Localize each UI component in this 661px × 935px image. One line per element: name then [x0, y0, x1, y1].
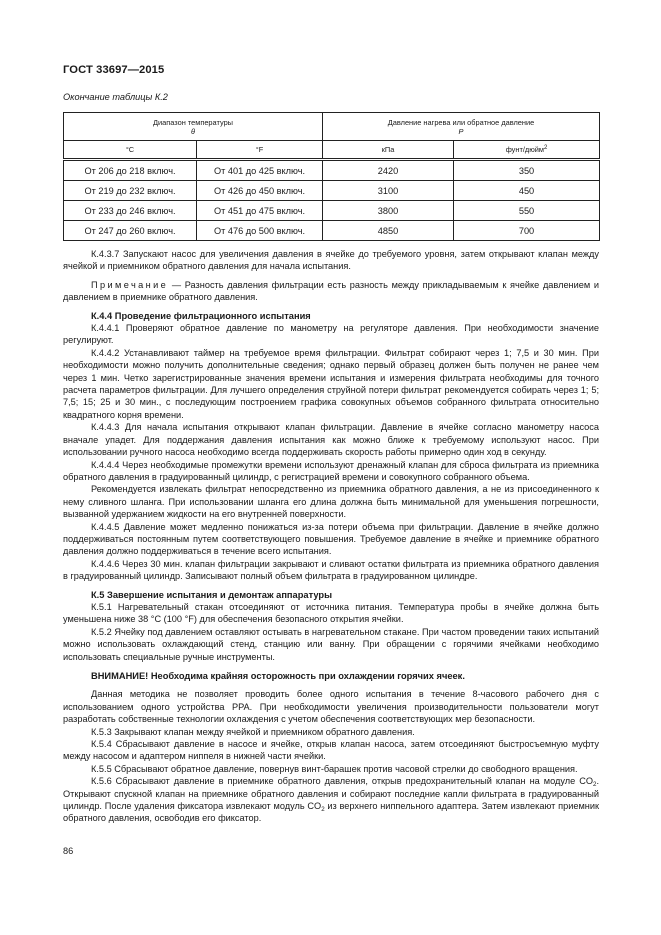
header-kpa: кПа: [323, 141, 454, 160]
table-caption: Окончание таблицы К.2: [63, 92, 168, 102]
document-title: ГОСТ 33697—2015: [63, 64, 165, 76]
cell-psi: 700: [454, 221, 600, 241]
document-body: [63, 248, 599, 825]
paragraph-k437: К.4.3.7 Запускают насос для увеличения давления в ячейке до требуемого уровня, затем открывают клапан между ячейкой и приемником обратного давления для начала испытания.: [63, 249, 599, 272]
subscript: 2: [592, 781, 597, 789]
cell-kpa: 2420: [323, 160, 454, 181]
text-segment: . Открывают спускной клапан на приемнике обратного давления и собирают последние капли фильтрата в градуированный цилиндр. После удаления фиксатора извлекают модуль CO: [63, 776, 599, 812]
cell-celsius: От 247 до 260 включ.: [64, 221, 197, 241]
header-pressure: [323, 113, 600, 141]
cell-celsius: От 233 до 246 включ.: [64, 201, 197, 221]
paragraph-k446: К.4.4.6 Через 30 мин. клапан фильтрации закрывают и сливают остатки фильтрата из приемника обратного давления в градуированный цилиндр. Записывают полный объем фильтрата в градуированном цилиндре.: [63, 558, 599, 582]
paragraph-k441: К.4.4.1 Проверяют обратное давление по манометру на регуляторе давления. При необходимости значение регулируют.: [63, 323, 599, 346]
warning-heading: ВНИМАНИЕ! Необходима крайняя осторожность при охлаждении горячих ячеек.: [91, 671, 465, 681]
superscript: 2: [543, 145, 548, 151]
paragraph-k442: К.4.4.2 Устанавливают таймер на требуемое время фильтрации. Фильтрат собирают через 1; 7,5 и 30 мин. При необходимости можно получить дополнительные сведения; однако первый образец должен быть получен не ранее чем через 1 мин. Четко зарегистрированные значения времени испытания и измерения фильтрата необходимы для точного расчета параметров фильтрации. Для лучшего определения струйной потери фильтрат рекомендуется собирать через 1; 5; 7,5; 15; 25 и 30 мин., с последующим построением графика совокупных объемов собранного фильтрата относительно квадратного корня времени.: [63, 347, 599, 420]
header-celsius: °C: [64, 141, 197, 160]
header-symbol: P: [458, 126, 464, 136]
note-label: Примечание: [91, 279, 169, 290]
table-row: [64, 221, 600, 241]
cell-celsius: От 219 до 232 включ.: [64, 181, 197, 201]
paragraph-k54: К.5.4 Сбрасывают давление в насосе и ячейке, открыв клапан насоса, затем отсоединяют быстросъемную муфту между насосом и адаптером ниппеля в нижней части ячейки.: [63, 739, 599, 762]
header-fahrenheit: °F: [197, 141, 323, 160]
table-group-header-row: [64, 113, 600, 141]
paragraph-k52: К.5.2 Ячейку под давлением оставляют остывать в нагревательном стакане. При частом проведении таких испытаний можно использовать охлаждающий стенд, станцию или ванну. При обращении с горячими ячейками необходимо использовать специальные ручные инструменты.: [63, 626, 599, 662]
table-row: [64, 181, 600, 201]
cell-psi: 350: [454, 160, 600, 181]
paragraph-method: Данная методика не позволяет проводить более одного испытания в течение 8-часового рабочего дня с использованием одного устройства PPA. При необходимости увеличения производительности пользователи могут разработать собственные технологии охлаждения с учетом обеспечения соответствующих мер безопасности.: [63, 689, 599, 725]
cell-kpa: 3800: [323, 201, 454, 221]
cell-fahrenheit: От 476 до 500 включ.: [197, 221, 323, 241]
table-row: [64, 160, 600, 181]
header-label: Давление нагрева или обратное давление: [387, 117, 535, 127]
cell-kpa: 4850: [323, 221, 454, 241]
paragraph-k55: К.5.5 Сбрасывают обратное давление, повернув винт-барашек против часовой стрелки до свободного вращения.: [91, 763, 578, 774]
header-psi-label: фунт/дюйм: [505, 145, 544, 154]
note-paragraph: [63, 279, 599, 304]
paragraph-recommendation: Рекомендуется извлекать фильтрат непосредственно из приемника обратного давления, а не из присоединенного к нему сливного шланга. При использовании шланга его длина должна быть минимальной для уменьшения погрешности, вызванной удержанием жидкости на его внутренней поверхности.: [63, 484, 599, 520]
section-heading-k5: К.5 Завершение испытания и демонтаж аппаратуры: [91, 589, 333, 600]
section-heading-k44: К.4.4 Проведение фильтрационного испытания: [91, 310, 311, 321]
page-number: 86: [63, 846, 74, 856]
paragraph-k444: К.4.4.4 Через необходимые промежутки времени используют дренажный клапан для сброса фильтрата из приемника обратного давления в градуированный цилиндр, с регистрацией времени и совокупного собранного объема.: [63, 459, 599, 482]
cell-fahrenheit: От 451 до 475 включ.: [197, 201, 323, 221]
paragraph-k53: К.5.3 Закрывают клапан между ячейкой и приемником обратного давления.: [91, 726, 415, 737]
table-unit-header-row: [64, 141, 600, 160]
header-symbol: θ: [190, 126, 195, 136]
header-temperature-range: [64, 113, 323, 141]
cell-celsius: От 206 до 218 включ.: [64, 160, 197, 181]
paragraph-k443: К.4.4.3 Для начала испытания открывают клапан фильтрации. Давление в ячейке согласно манометру насоса вначале упадет. Для поддержания давления испытания как можно ближе к требуемому используют насос. При использовании ручного насоса необходимо всегда поддерживать скорость работы примерно один ход в секунду.: [63, 422, 599, 458]
header-label: Диапазон температуры: [153, 117, 233, 127]
text-segment: К.5.6 Сбрасывают давление в приемнике обратного давления, открыв предохранительный клапан на модуле CO: [91, 776, 593, 787]
cell-psi: 450: [454, 181, 600, 201]
text-segment: из верхнего ниппельного адаптера. Затем извлекают приемник обратного давления, освободив его фиксатор.: [63, 801, 599, 824]
cell-fahrenheit: От 401 до 425 включ.: [197, 160, 323, 181]
table-row: [64, 201, 600, 221]
paragraph-k445: К.4.4.5 Давление может медленно понижаться из-за потери объема при фильтрации. Давление в ячейке должно поддерживаться постоянным путем соответствующего повышения. Требуемое давление в ячейке и приемнике обратного давления должно поддерживаться в течение всего испытания.: [63, 521, 599, 557]
pressure-table: [63, 112, 600, 241]
note-text: — Разность давления фильтрации есть разность между прикладываемым к ячейке давлением и давлением в приемнике обратного давления.: [63, 279, 599, 303]
paragraph-k56: [63, 775, 599, 825]
header-psi: [454, 141, 600, 160]
cell-fahrenheit: От 426 до 450 включ.: [197, 181, 323, 201]
subscript: 2: [321, 806, 325, 814]
paragraph-k51: К.5.1 Нагревательный стакан отсоединяют от источника питания. Температура пробы в ячейке должна быть уменьшена ниже 38 °С (100 °F) для обеспечения безопасного открытия ячейки.: [63, 601, 599, 625]
cell-kpa: 3100: [323, 181, 454, 201]
cell-psi: 550: [454, 201, 600, 221]
